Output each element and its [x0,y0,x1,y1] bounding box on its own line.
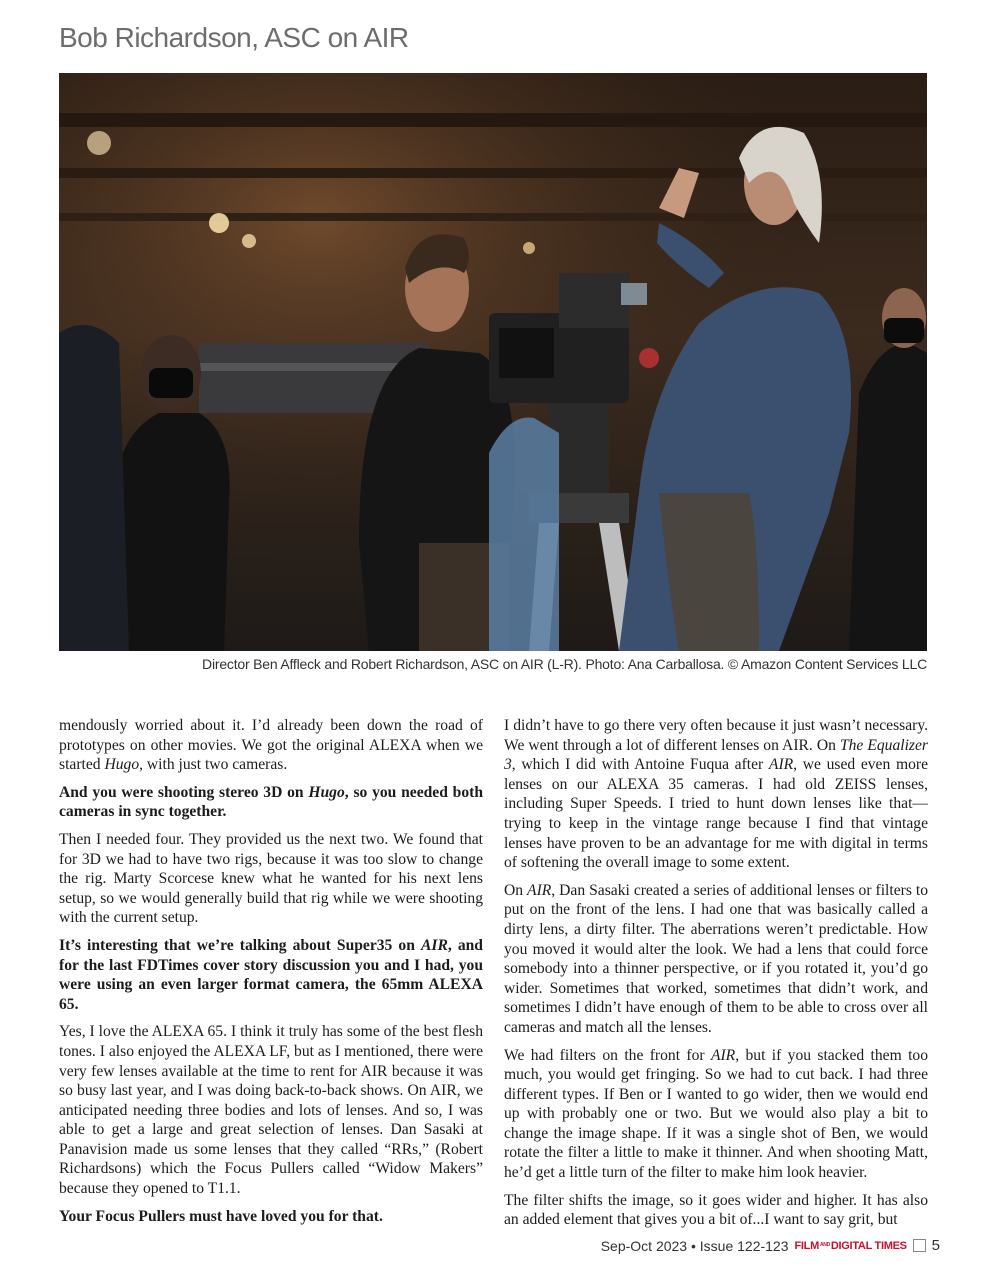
italic-title: AIR [527,881,552,899]
interview-answer [59,830,483,928]
italic-title: Hugo [308,783,345,801]
text-run: , and for the last FDTimes cover story discussion you and I had, you were using an even larger format camera, the 65mm ALEXA 65. [59,936,483,1013]
interview-answer [504,1191,928,1230]
text-run: We had filters on the front for [504,1046,711,1064]
article-photo [59,73,927,651]
italic-title: The Equalizer 3 [504,736,928,774]
publication-logo [795,1240,907,1252]
text-run: , so you needed both cameras in sync together. [59,783,483,821]
logo-film-text: FILM [794,1239,819,1252]
text-run: , with just two cameras. [139,756,288,774]
text-run: And you were shooting stereo 3D on [59,783,309,801]
interview-question [59,783,483,822]
text-run: Then I needed four. They provided us the next two. We found that for 3D we had to have two rigs, because it was too slow to change the rig. Marty Scorcese knew what he wanted for his next lens setup, so we would generally build that rig while we were shooting with the current setup. [59,830,483,927]
interview-answer [504,716,928,873]
photo-illustration [59,73,927,651]
page-box-icon [913,1239,926,1252]
page-footer [601,1237,940,1254]
interview-answer [59,1022,483,1198]
page-header-title: Bob Richardson, ASC on AIR [59,22,409,53]
text-run: , we used even more lenses on our ALEXA 35 cameras. I had old ZEISS lenses, including Super Speeds. I tried to hunt down lenses like that—trying to keep in the vintage range because I find that vintage lenses have proven to be an advantage for me with digital in terms of softening the overall image to some extent. [504,756,928,872]
text-run: mendously worried about it. I’d already been down the road of prototypes on other movies. We got the original ALEXA when we started [59,717,483,774]
italic-title: AIR [710,1046,736,1064]
italic-title: Hugo [104,756,140,774]
photo-caption: Director Ben Affleck and Robert Richardson, ASC on AIR (L-R). Photo: Ana Carballosa. © Amazon Content Services LLC [202,656,927,672]
text-run: On [504,881,528,899]
logo-and-text: AND [819,1242,830,1248]
logo-digital-times-text: DIGITAL TIMES [830,1239,907,1252]
text-run: , Dan Sasaki created a series of additional lenses or filters to put on the front of the lens. I had one that was basically called a dirty lens, a dirty filter. The aberrations weren’t predictable. How you moved it would alter the look. We had a lens that could force somebody into a thinner perspective, or if you rotated it, you’d go wider. Sometimes that worked, sometimes that didn’t work, and sometimes I didn’t have enough of them to be able to cross over all cameras and match all the lenses. [504,881,928,1036]
text-run: The filter shifts the image, so it goes wider and higher. It has also an added element that gives you a bit of...I want to say grit, but [504,1191,928,1229]
interview-answer [504,881,928,1038]
text-run: , which I did with Antoine Fuqua after [511,756,769,774]
italic-title: AIR [420,936,448,954]
text-run: , but if you stacked them too much, you would get fringing. So we had to cut back. I had three different types. If Ben or I wanted to go wider, then we would end up with probably one or two. But we would also play a bit to change the image shape. If it was a single shot of Ben, we would rotate the filter a little to make it thinner. And when shooting Matt, he’d get a little turn of the filter to make him look heavier. [504,1046,928,1182]
interview-answer [504,1046,928,1183]
text-run: I didn’t have to go there very often because it just wasn’t necessary. We went through a lot of different lenses on AIR. On [504,717,928,754]
article-column-right [504,716,928,1238]
page-number: 5 [931,1237,940,1254]
text-run: Your Focus Pullers must have loved you for that. [59,1207,383,1225]
interview-question [59,936,483,1014]
article-column-left [59,716,483,1234]
italic-title: AIR [768,756,794,774]
text-run: It’s interesting that we’re talking about Super35 on [59,936,421,954]
text-run: Yes, I love the ALEXA 65. I think it truly has some of the best flesh tones. I also enjoyed the ALEXA LF, but as I mentioned, there were very few lenses available at the time to rent for AIR because it was so busy last year, and I was doing back-to-back shows. On AIR, we anticipated needing three bodies and lots of lenses. And so, I was able to get a large and great selection of lenses. Dan Sasaki at Panavision made us some lenses that they called “RRs,” (Robert Richardsons) which the Focus Pullers called “Widow Makers” because they opened to T1.1. [59,1023,483,1198]
interview-question [59,1207,483,1227]
interview-answer [59,716,483,775]
issue-info: Sep-Oct 2023 • Issue 122-123 [600,1237,789,1254]
